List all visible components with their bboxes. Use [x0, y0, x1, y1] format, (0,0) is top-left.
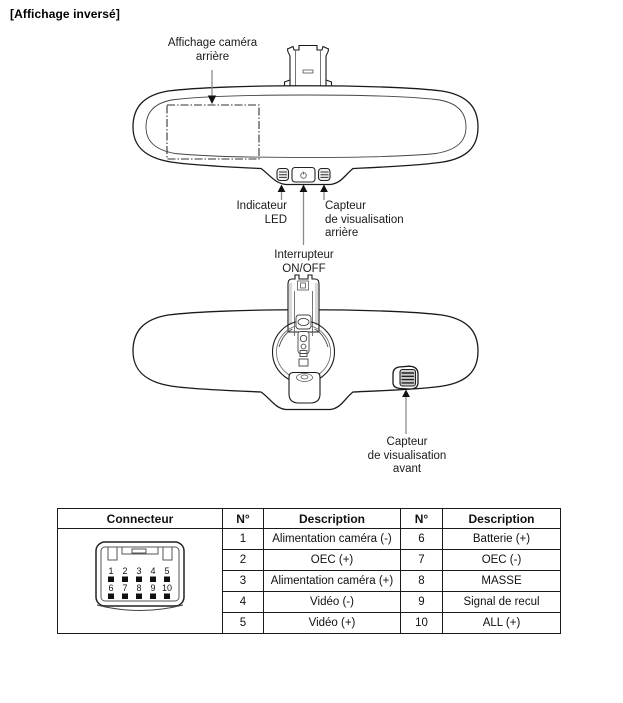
pin-number: 6	[108, 582, 114, 593]
pin-desc-cell: Alimentation caméra (-)	[264, 529, 401, 550]
label-line: Interrupteur	[274, 249, 334, 261]
pin-number-cell: 4	[223, 592, 264, 613]
arrow-to-rear-sensor	[320, 185, 328, 201]
pin-number: 5	[164, 565, 170, 576]
mount-lower-housing	[289, 373, 320, 404]
pin-desc-cell: OEC (-)	[443, 550, 561, 571]
pin-desc-cell: OEC (+)	[264, 550, 401, 571]
pin-number-cell: 3	[223, 571, 264, 592]
housing-outline	[289, 373, 320, 404]
connector-pin-table	[57, 508, 561, 634]
pin-number-cell: 5	[223, 613, 264, 634]
pin-number-cell: 7	[401, 550, 443, 571]
table-header-row	[58, 509, 561, 529]
led-indicator-label	[217, 200, 287, 227]
pin-number-cell: 8	[401, 571, 443, 592]
pin-desc-cell: Alimentation caméra (+)	[264, 571, 401, 592]
pin-desc-cell: MASSE	[443, 571, 561, 592]
label-line: Affichage caméra	[167, 37, 258, 49]
label-line: arrière	[195, 50, 230, 63]
label-line: LED	[264, 213, 287, 226]
header-pin-number: N°	[223, 509, 264, 529]
label-line: Capteur	[386, 436, 428, 448]
header-description: Description	[443, 509, 561, 529]
pin-desc-cell: Vidéo (+)	[264, 613, 401, 634]
mount-bracket-front	[285, 46, 332, 89]
arrow-to-switch	[300, 185, 308, 246]
pin-desc-cell: Vidéo (-)	[264, 592, 401, 613]
bracket-outline	[288, 46, 329, 89]
pin-number: 10	[161, 582, 173, 593]
rear-sensor-label	[325, 200, 420, 241]
stem-shade-left	[289, 283, 292, 325]
pin-number: 2	[122, 565, 128, 576]
table-row	[58, 529, 561, 550]
label-line: de visualisation	[367, 449, 447, 462]
pin-number-cell: 10	[401, 613, 443, 634]
pin-number-cell: 2	[223, 550, 264, 571]
pin-number: 9	[150, 582, 156, 593]
label-line: de visualisation	[325, 213, 404, 226]
front-view-sensor	[393, 366, 418, 389]
pin-number-cell: 6	[401, 529, 443, 550]
label-line: avant	[392, 463, 422, 475]
connector-drawing-cell	[58, 529, 223, 634]
label-line: Capteur	[325, 200, 366, 212]
stem-shade-right	[315, 283, 318, 325]
led-indicator	[277, 169, 289, 181]
pin-desc-cell: ALL (+)	[443, 613, 561, 634]
header-connector: Connecteur	[58, 509, 223, 529]
pin-number: 7	[122, 582, 128, 593]
arrow-to-led	[278, 185, 286, 201]
pin-desc-cell: Batterie (+)	[443, 529, 561, 550]
label-line: Indicateur	[236, 200, 287, 212]
header-pin-number: N°	[401, 509, 443, 529]
connector-pin-table-wrap	[57, 508, 561, 634]
mirror-front-diagram	[133, 46, 478, 185]
mirror-back-diagram	[133, 275, 478, 410]
pin-desc-cell: Signal de recul	[443, 592, 561, 613]
rear-view-sensor	[319, 169, 331, 181]
pin-number: 8	[136, 582, 142, 593]
pin-number: 3	[136, 565, 142, 576]
label-line: ON/OFF	[282, 262, 326, 275]
on-off-switch-label	[264, 249, 344, 276]
arrow-to-front-sensor	[402, 390, 410, 435]
connector-drawing	[93, 538, 187, 622]
front-sensor-label	[357, 436, 457, 477]
pin-number: 4	[150, 565, 156, 576]
pin-number-cell: 9	[401, 592, 443, 613]
label-line: arrière	[325, 227, 359, 239]
pin-number-cell: 1	[223, 529, 264, 550]
display-camera-label	[156, 37, 269, 64]
on-off-switch	[292, 168, 315, 183]
page-title: [Affichage inversé]	[10, 7, 120, 21]
header-description: Description	[264, 509, 401, 529]
pin-number: 1	[108, 565, 114, 576]
